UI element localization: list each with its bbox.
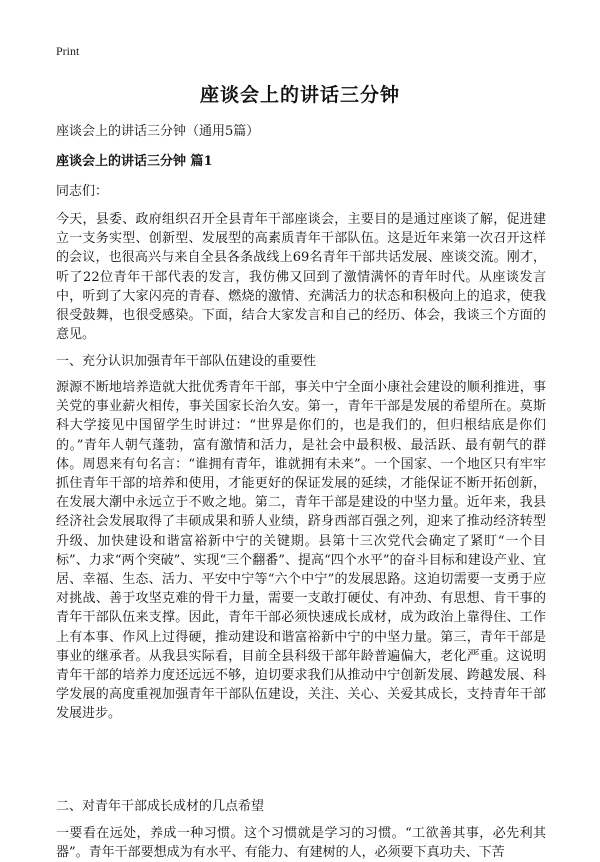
paragraph-intro: 今天，县委、政府组织召开全县青年干部座谈会，主要目的是通过座谈了解，促进建立一支务实型、创新型、发展型的高素质青年干部队伍。这是近年来第一次召开这样的会议，也很高兴与来自全县各条战线上69名青年干部共话发展、座谈交流。刚才，听了22位青年干部代表的发言，我仿佛又回到了激情满怀的青年时代。从座谈发言中，听到了大家闪亮的青春、燃烧的激情、充满活力的状态和积极向上的追求，使我很受鼓舞，也很受感染。下面，结合大家发言和自己的经历、体会，我谈三个方面的意见。 — [56, 212, 546, 343]
greeting-text: 同志们： — [56, 184, 109, 199]
section-heading-2: 二、对青年干部成长成材的几点希望 — [56, 799, 265, 814]
paragraph-importance: 源源不断地培养造就大批优秀青年干部，事关中宁全面小康社会建设的顺利推进，事关党的事业薪火相传，事关国家长治久安。第一，青年干部是发展的希望所在。莫斯科大学接见中国留学生时讲过：“世界是你们的，也是我们的，但归根结底是你们的。”青年人朝气蓬勃，富有激情和活力，是社会中最积极、最活跃、最有朝气的群体。周恩来有句名言：“谁拥有青年，谁就拥有未来”。一个国家、一个地区只有牢牢抓住青年干部的培养和使用，才能更好的保证发展的延续，才能保证不断开拓创新，在发展大潮中永远立于不败之地。第二，青年干部是建设的中坚力量。近年来，我县经济社会发展取得了丰硕成果和骄人业绩，跻身西部百强之列，迎来了推动经济转型升级、加快建设和谐富裕新中宁的关键期。县第十三次党代会确定了紧盯“一个目标”、力求“两个突破”、实现“三个翻番”、提高“四个水平”的奋斗目标和建设产业、宜居、幸福、生态、活力、平安中宁等“六个中宁”的发展思路。这迫切需要一支勇于应对挑战、善于攻坚克难的骨干力量，需要一支敢打硬仗、有冲劲、有思想、肯干事的青年干部队伍来支撑。因此，青年干部必须快速成长成材，成为政治上靠得住、工作上有本事、作风上过得硬，推动建设和谐富裕新中宁的中坚力量。第三，青年干部是事业的继承者。从我县实际看，目前全县科级干部年龄普遍偏大，老化严重。这说明青年干部的培养力度还远远不够，迫切要求我们从推动中宁创新发展、跨越发展、科学发展的高度重视加强青年干部队伍建设，关注、关心、关爱其成长，支持青年干部发展进步。 — [56, 380, 546, 722]
paragraph-hopes: 一要看在远处，养成一种习惯。这个习惯就是学习的习惯。“工欲善其事，必先利其器”。青年干部要想成为有水平、有能力、有建树的人，必须要下真功夫、下苦 — [56, 826, 546, 861]
article-heading: 座谈会上的讲话三分钟 篇1 — [56, 154, 213, 169]
print-label[interactable]: Print — [56, 44, 80, 58]
document-subtitle: 座谈会上的讲话三分钟（通用5篇） — [56, 124, 260, 139]
section-heading-1: 一、充分认识加强青年干部队伍建设的重要性 — [56, 354, 317, 369]
page-title: 座谈会上的讲话三分钟 — [199, 84, 400, 106]
